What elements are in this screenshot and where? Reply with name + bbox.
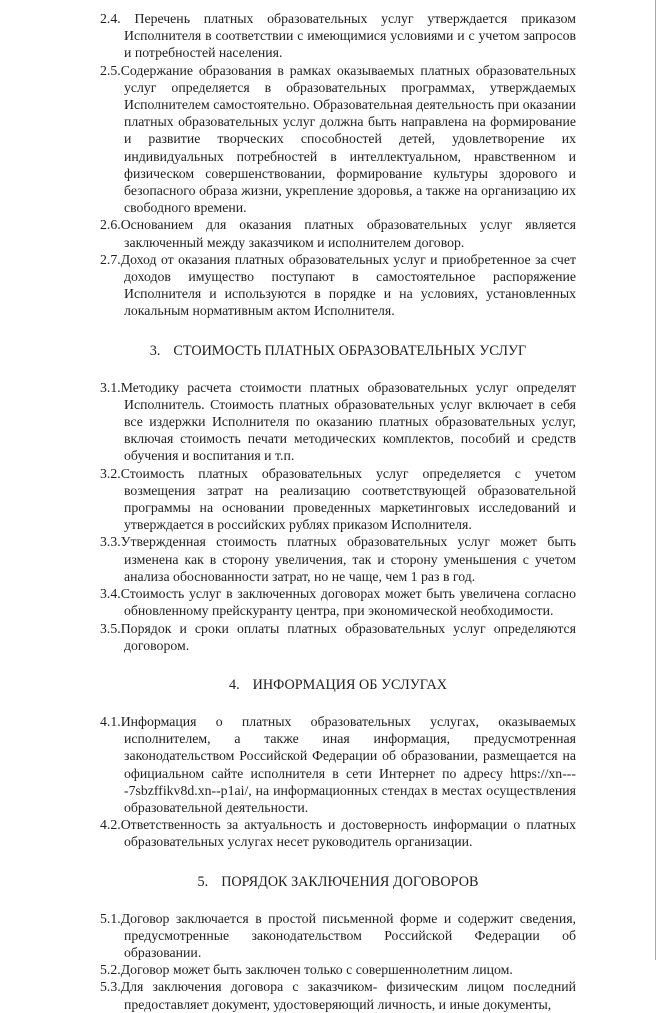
clause-item [100,533,576,585]
clause-number: 3.3. [100,534,121,550]
section-heading [100,342,576,360]
clause-number: 3.5. [100,620,121,636]
clause-text: Ответственность за актуальность и достоверность информации о платных образовательных услугах несет руководитель организации. [120,817,576,850]
section-title: ИНФОРМАЦИЯ ОБ УСЛУГАХ [252,676,447,693]
clause-number: 4.1. [100,713,121,729]
section-number: 5. [197,873,209,890]
clause-item [100,10,576,62]
section-number: 4. [229,676,240,693]
clause-number: 2.6. [100,217,121,233]
clause-text: Доход от оказания платных образовательных услуг и приобретенное за счет доходов имущество поступают в самостоятельное распоряжение Исполнителя и используются в порядке и на условиях, установленных локальным нормативным актом Исполнителя. [120,251,576,319]
clause-item [100,62,576,217]
section-number: 3. [149,342,161,359]
document-body [100,10,576,1013]
clause-number: 3.2. [100,465,121,481]
clause-item [100,585,576,619]
clause-number: 5.2. [100,962,121,978]
clause-number: 4.2. [100,817,121,833]
clause-item [100,251,576,320]
clause-text: Договор заключается в простой письменной форме и содержит сведения, предусмотренные законодательством Российской Федерации об образовании. [120,910,576,960]
clause-number: 2.4. [100,11,121,26]
clause-item [100,816,576,850]
page-edge-divider [655,0,656,960]
clause-item [100,713,576,816]
clause-number: 2.5. [100,62,121,78]
clause-text: Методику расчета стоимости платных образовательных услуг определят Исполнитель. Стоимость платных образовательных услуг включает в себя все издержки Исполнителя по оказанию платных образовательных услуг, включая стоимость печати методических комплектов, пособий и средств обучения и воспитания и т.п. [120,379,576,464]
clause-number: 3.4. [100,586,121,602]
clause-item [100,379,576,465]
clause-text: Договор может быть заключен только с совершеннолетним лицом. [120,962,513,978]
clause-text: Основанием для оказания платных образовательных услуг является заключенный между заказчиком и исполнителем договор. [120,217,576,250]
clause-item [100,620,576,654]
section-heading [100,873,576,891]
clause-number: 5.3. [100,979,121,995]
section-title: СТОИМОСТЬ ПЛАТНЫХ ОБРАЗОВАТЕЛЬНЫХ УСЛУГ [173,342,527,359]
clause-text: Стоимость услуг в заключенных договорах может быть увеличена согласно обновленному прейскуранту центра, при экономической необходимости. [120,586,576,619]
clause-item [100,961,576,978]
clause-item [100,978,576,1012]
clause-number: 2.7. [100,251,121,267]
clause-item [100,910,576,962]
clause-number: 3.1. [100,379,121,395]
clause-text: Перечень платных образовательных услуг утверждается приказом Исполнителя в соответствии с имеющимися условиями и с учетом запросов и потребностей населения. [120,11,576,61]
clause-text: Стоимость платных образовательных услуг определяется с учетом возмещения затрат на реализацию соответствующей образовательной программы на основании проведенных маркетинговых исследований и утверждается в российских рублях приказом Исполнителя. [120,465,576,533]
clause-item [100,216,576,250]
clause-text: Для заключения договора с заказчиком- физическим лицом последний предоставляет документ, удостоверяющий личность, и иные документы, [120,979,576,1012]
clause-text: Утвержденная стоимость платных образовательных услуг может быть изменена как в сторону увеличения, так и сторону уменьшения с учетом анализа обоснованности затрат, но не чаще, чем 1 раз в год. [120,534,576,584]
clause-text: Содержание образования в рамках оказываемых платных образовательных услуг определяется в образовательных программах, утверждаемых Исполнителем самостоятельно. Образовательная деятельность при оказании платных образовательных услуг должна быть направлена на формирование и развитие творческих способностей детей, удовлетворение их индивидуальных потребностей в интеллектуальном, нравственном и физическом совершенствовании, формирование культуры здорового и безопасного образа жизни, укрепление здоровья, а также на организацию их свободного времени. [120,62,576,216]
section-heading [100,676,576,694]
section-title: ПОРЯДОК ЗАКЛЮЧЕНИЯ ДОГОВОРОВ [221,873,479,890]
clause-item [100,465,576,534]
clause-text: Порядок и сроки оплаты платных образовательных услуг определяются договором. [120,620,576,653]
clause-number: 5.1. [100,910,121,926]
clause-text: Информация о платных образовательных услугах, оказываемых исполнителем, а также иная информация, предусмотренная законодательством Российской Федерации об образовании, размещается на официальном сайте исполнителя в сети Интернет по адресу https://xn----7sbzffikv8d.xn--p1ai/, на информационных стендах в местах осуществления образовательной деятельности. [120,713,576,815]
